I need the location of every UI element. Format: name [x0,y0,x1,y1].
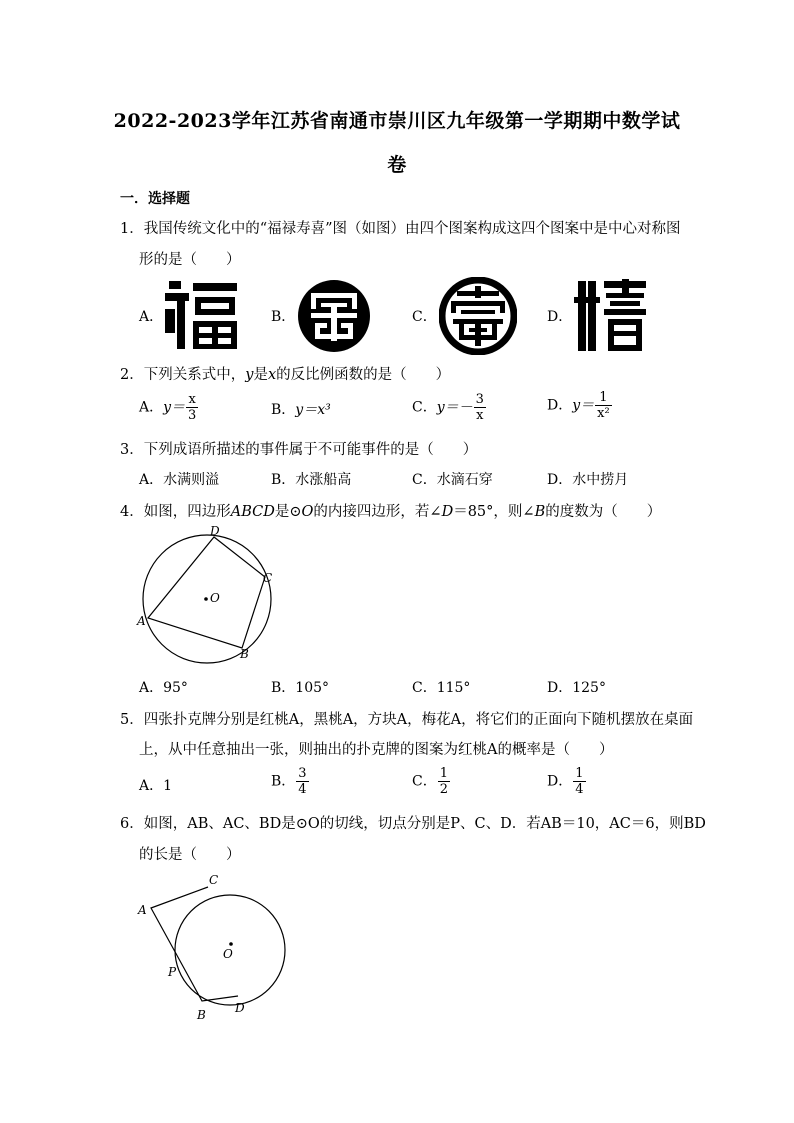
q5-option-d-label: D． [547,773,573,790]
q5-stem-line1: 5．四张扑克牌分别是红桃A，黑桃A，方块A，梅花A，将它们的正面向下随机摆放在桌面 [120,712,694,728]
q6-tangent-figure [130,868,290,1028]
q4-angle-d: D [441,504,454,520]
fraction-numerator: 1 [439,766,448,781]
q2-stem-part: 2．下列关系式中， [120,367,246,383]
shou-symbol-image [439,277,517,355]
q1-option-c-label: C． [412,309,437,325]
fraction-numerator: 3 [475,392,484,407]
fraction-denominator: 4 [298,782,307,797]
label-b: B [240,647,249,661]
fraction-numerator: 1 [575,766,584,781]
q4-option-d: D．125° [547,680,606,696]
q2-var-x: x [267,367,277,383]
q2-option-b-label: B． [271,402,296,418]
q2-stem [120,363,450,384]
q4-circle-name: O [301,504,314,520]
q5-option-c-fraction [438,766,450,797]
q4-option-b: B．105° [271,680,330,696]
label-a: A [138,903,147,917]
q4-stem-part: 是⊙ [274,504,302,520]
q3-stem: 3．下列成语所描述的事件属于不可能事件的是（ ） [120,442,478,458]
label-o: O [210,591,220,605]
q2-var-y: y [245,367,254,383]
fraction-denominator: x² [597,406,610,421]
q3-option-b: B．水涨船高 [271,472,352,488]
q4-inscribed-quadrilateral-figure [130,525,290,665]
q2-option-a-label: A． [139,399,164,416]
center-point [204,597,208,601]
fraction-denominator: 2 [439,782,448,797]
q1-option-a-label: A． [139,309,164,325]
q5-stem-line2: 上，从中任意抽出一张，则抽出的扑克牌的图案为红桃A的概率是（ ） [139,742,614,758]
fu-symbol-image [163,279,239,351]
q4-stem-part: 的内接四边形，若∠ [313,504,442,520]
q4-stem-part: ＝85°，则∠ [453,504,535,520]
q2-stem-part: 的反比例函数的是（ ） [276,367,451,383]
q5-option-c-label: C． [412,773,437,790]
label-d: D [210,525,220,538]
exam-title-line2: 卷 [387,154,407,176]
tangent-lines [151,887,238,1001]
label-c: C [209,873,219,887]
q2-option-d-label: D． [547,397,573,414]
q4-stem-part: 的度数为（ ） [545,504,662,520]
q5-option-c [412,766,451,797]
q4-option-a: A．95° [139,680,188,696]
fraction-denominator: 4 [575,782,584,797]
q2-option-c [412,392,487,423]
q5-option-a: A．1 [139,778,173,794]
q1-option-b-label: B． [271,309,296,325]
q4-angle-b: B [534,504,546,520]
fraction-numerator: x [186,392,198,408]
label-p: P [168,965,177,979]
label-a: A [137,614,146,628]
q2-option-d-lhs: y＝ [572,397,595,414]
q5-option-b-fraction [296,766,308,797]
fraction-denominator: x [476,408,484,423]
label-b: B [197,1008,206,1022]
q4-quad-name: ABCD [230,504,275,520]
q1-option-d-label: D． [547,309,573,325]
fraction-numerator: 1 [595,390,612,406]
label-o: O [223,947,233,961]
q6-stem-line1: 6．如图，AB、AC、BD是⊙O的切线，切点分别是P、C、D．若AB＝10，AC＝6，则BD [120,816,706,832]
q2-option-c-label: C． [412,399,437,416]
q2-stem-part: 是 [253,367,268,383]
q2-option-d [547,390,613,421]
fraction-denominator: 3 [188,408,197,423]
q2-option-c-lhs: y＝－ [436,399,473,416]
q1-stem-line2: 形的是（ ） [139,252,241,268]
q2-option-b [271,399,331,419]
xi-symbol-image [574,279,648,353]
section-heading: 一．选择题 [120,191,190,207]
q6-stem-line2: 的长是（ ） [139,847,241,863]
label-c: C [263,571,273,585]
exam-title-line1: 2022-2023学年江苏省南通市崇川区九年级第一学期期中数学试 [113,110,681,132]
quadrilateral-abcd [148,537,265,648]
center-point [229,942,233,946]
q2-option-d-fraction [595,390,612,421]
q3-option-c: C．水滴石穿 [412,472,493,488]
q4-option-c: C．115° [412,680,471,696]
q4-stem-part: 4．如图，四边形 [120,504,231,520]
q2-option-a [139,392,199,423]
lu-symbol-image [297,279,371,353]
q3-option-a: A．水满则溢 [139,472,220,488]
q2-option-b-lhs: y＝ [295,402,318,418]
q4-stem [120,500,661,521]
q5-option-d-fraction [573,766,585,797]
q5-option-b [271,766,310,797]
q2-option-c-fraction [474,392,486,423]
q2-option-a-lhs: y＝ [163,399,186,416]
label-d: D [235,1001,245,1015]
q3-option-d: D．水中捞月 [547,472,629,488]
q5-option-d [547,766,587,797]
q2-option-a-fraction [186,392,198,423]
q5-option-b-label: B． [271,773,296,790]
fraction-numerator: 3 [298,766,307,781]
q1-stem-line1: 1．我国传统文化中的“福禄寿喜”图（如图）由四个图案构成这四个图案中是中心对称图 [120,221,681,237]
q2-option-b-rhs: x³ [317,402,331,418]
